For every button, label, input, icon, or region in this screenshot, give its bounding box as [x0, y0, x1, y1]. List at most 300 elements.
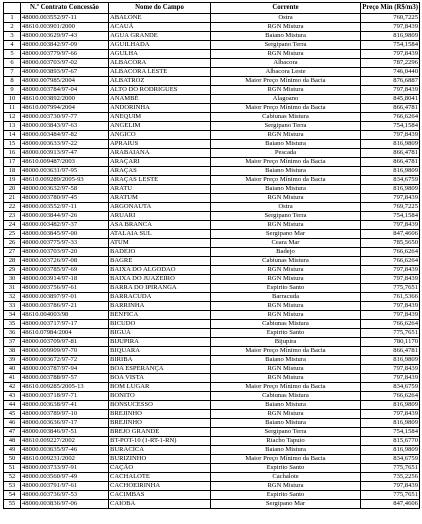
row-number: 31: [4, 284, 21, 293]
min-price: 845,8041: [361, 95, 420, 104]
table-row: [4, 491, 420, 500]
row-number: 16: [4, 149, 21, 158]
table-row: [4, 59, 420, 68]
row-number: 10: [4, 95, 21, 104]
row-number: 55: [4, 500, 21, 509]
contract-number: 48000.003633/97-22: [21, 140, 109, 149]
table-row: [4, 257, 420, 266]
row-number: 25: [4, 230, 21, 239]
field-name: BARRINHA: [109, 302, 211, 311]
min-price: 815,6770: [361, 437, 420, 446]
contract-number: 48000.003786/97-21: [21, 302, 109, 311]
contract-number: 48000.003844/97-26: [21, 212, 109, 221]
row-number: 49: [4, 446, 21, 455]
stream-name: Pescada: [211, 149, 361, 158]
table-row: [4, 140, 420, 149]
table-row: [4, 194, 420, 203]
min-price: 785,5650: [361, 239, 420, 248]
field-name: BURIZINHO: [109, 455, 211, 464]
field-name: CACHOEIRINHA: [109, 482, 211, 491]
contract-number: 48000.003843/97-63: [21, 122, 109, 131]
contract-number: 48000.003733/97-91: [21, 464, 109, 473]
header-stream: Corrente: [211, 3, 361, 14]
row-number: 29: [4, 266, 21, 275]
contract-number: 48610.003901/2000: [21, 23, 109, 32]
field-name: ACAUÃ: [109, 23, 211, 32]
min-price: 816,9809: [361, 32, 420, 41]
stream-name: RGN Mistura: [211, 131, 361, 140]
stream-name: Espirito Santo: [211, 329, 361, 338]
row-number: 51: [4, 464, 21, 473]
contract-number: 48610.009227/2002: [21, 437, 109, 446]
row-number: 22: [4, 203, 21, 212]
row-number: 42: [4, 383, 21, 392]
table-row: [4, 167, 420, 176]
min-price: 816,9809: [361, 167, 420, 176]
contract-number: 48610.07984/2004: [21, 329, 109, 338]
stream-name: Alagoano: [211, 95, 361, 104]
stream-name: Baiano Mistura: [211, 446, 361, 455]
stream-name: RGN Mistura: [211, 410, 361, 419]
row-number: 46: [4, 419, 21, 428]
table-row: [4, 266, 420, 275]
contract-number: 48000.003638/97-41: [21, 401, 109, 410]
field-name: BREJINHO: [109, 419, 211, 428]
field-name: ABALONE: [109, 14, 211, 23]
stream-name: Cabiunas Mistura: [211, 392, 361, 401]
row-number: 54: [4, 491, 21, 500]
min-price: 866,4781: [361, 347, 420, 356]
field-name: BREJINHO: [109, 410, 211, 419]
field-name: ARATUM: [109, 194, 211, 203]
row-number: 35: [4, 320, 21, 329]
row-number: 12: [4, 113, 21, 122]
contract-number: 48610.003892/2000: [21, 95, 109, 104]
min-price: 834,6759: [361, 383, 420, 392]
min-price: 775,7651: [361, 284, 420, 293]
stream-name: Baiano Mistura: [211, 167, 361, 176]
contract-number: 48000.003635/97-46: [21, 446, 109, 455]
contract-number: 48610.004003/98: [21, 311, 109, 320]
stream-name: Maior Preço Mínimo da Bacia: [211, 347, 361, 356]
table-row: [4, 230, 420, 239]
min-price: 797,8439: [361, 374, 420, 383]
field-name: ALTO DO RODRIGUES: [109, 86, 211, 95]
stream-name: Cachalote: [211, 473, 361, 482]
row-number: 11: [4, 104, 21, 113]
stream-name: Albacora Leste: [211, 68, 361, 77]
contract-number: 48000.003842/97-09: [21, 41, 109, 50]
table-row: [4, 419, 420, 428]
row-number: 20: [4, 185, 21, 194]
min-price: 754,1584: [361, 41, 420, 50]
contract-number: 48610.009289/2005-93: [21, 176, 109, 185]
table-row: [4, 14, 420, 23]
table-row: [4, 212, 420, 221]
field-name: AGUILHADA: [109, 41, 211, 50]
contract-number: 48610.009231/2002: [21, 455, 109, 464]
field-name: ASA BRANCA: [109, 221, 211, 230]
table-row: [4, 158, 420, 167]
field-name: ANAMBÉ: [109, 95, 211, 104]
stream-name: Cabiunas Mistura: [211, 113, 361, 122]
min-price: 766,6264: [361, 113, 420, 122]
row-number: 21: [4, 194, 21, 203]
stream-name: Bijupira: [211, 338, 361, 347]
table-row: [4, 86, 420, 95]
min-price: 797,8439: [361, 221, 420, 230]
stream-name: RGN Mistura: [211, 311, 361, 320]
contract-number: 48000.003703/97-02: [21, 59, 109, 68]
table-row: [4, 131, 420, 140]
table-row: [4, 455, 420, 464]
table-row: [4, 176, 420, 185]
header-contract: N.º Contrato Concessão: [21, 3, 109, 14]
stream-name: RGN Mistura: [211, 50, 361, 59]
row-number: 30: [4, 275, 21, 284]
stream-name: RGN Mistura: [211, 302, 361, 311]
row-number: 53: [4, 482, 21, 491]
field-name: BARRACUDA: [109, 293, 211, 302]
contract-number: 48000.003672/97-72: [21, 356, 109, 365]
row-number: 32: [4, 293, 21, 302]
contract-number: 48000.003913/97-47: [21, 149, 109, 158]
contract-number: 48000.003632/97-58: [21, 185, 109, 194]
row-number: 6: [4, 59, 21, 68]
row-number: 24: [4, 221, 21, 230]
stream-name: RGN Mistura: [211, 23, 361, 32]
stream-name: Badejo: [211, 248, 361, 257]
table-header-row: [4, 3, 420, 14]
table-row: [4, 113, 420, 122]
min-price: 797,8439: [361, 275, 420, 284]
contract-number: 48000.003703/97-20: [21, 248, 109, 257]
table-row: [4, 293, 420, 302]
field-name: BAIXA DO JUAZEIRO: [109, 275, 211, 284]
contract-number: 48000.003709/97-81: [21, 338, 109, 347]
stream-name: Baiano Mistura: [211, 356, 361, 365]
contract-number: 48000.003789/97-10: [21, 410, 109, 419]
min-price: 780,1170: [361, 338, 420, 347]
field-name: ARAÇAS: [109, 167, 211, 176]
contract-number: 48610.009487/2003: [21, 158, 109, 167]
row-number: 17: [4, 158, 21, 167]
header-field-name: Nome do Campo: [109, 3, 211, 14]
field-name: BREJO GRANDE: [109, 428, 211, 437]
stream-name: Espirito Santo: [211, 464, 361, 473]
field-name: ARUARI: [109, 212, 211, 221]
table-row: [4, 410, 420, 419]
row-number: 23: [4, 212, 21, 221]
min-price: 816,9809: [361, 446, 420, 455]
min-price: 797,8439: [361, 311, 420, 320]
row-number: 37: [4, 338, 21, 347]
contract-number: 48000.003845/97-00: [21, 230, 109, 239]
stream-name: Ceara Mar: [211, 239, 361, 248]
row-number: 3: [4, 32, 21, 41]
stream-name: Riacho Tapuio: [211, 437, 361, 446]
row-number: 1: [4, 14, 21, 23]
contract-number: 48000.003730/97-77: [21, 113, 109, 122]
field-name: BT-POT-10 (1-RT-1-RN): [109, 437, 211, 446]
stream-name: Barracuda: [211, 293, 361, 302]
field-name: ARAÇARI: [109, 158, 211, 167]
row-number: 43: [4, 392, 21, 401]
contract-number: 48000.003775/97-33: [21, 239, 109, 248]
min-price: 847,4606: [361, 230, 420, 239]
table-row: [4, 482, 420, 491]
stream-name: Maior Preço Mínimo da Bacia: [211, 158, 361, 167]
contract-number: 48000.003788/97-57: [21, 374, 109, 383]
contract-number: 48000.003914/97-18: [21, 275, 109, 284]
header-min-price: Preço Mín (R$/m3): [361, 3, 420, 14]
min-price: 754,1584: [361, 212, 420, 221]
stream-name: Sergipano Mar: [211, 500, 361, 509]
stream-name: Cabiunas Mistura: [211, 320, 361, 329]
stream-name: Sergipano Terra: [211, 41, 361, 50]
contract-number: 48000.009909/97-70: [21, 347, 109, 356]
field-name: ANDORINHA: [109, 104, 211, 113]
row-number: 5: [4, 50, 21, 59]
min-price: 847,4606: [361, 500, 420, 509]
row-number: 45: [4, 410, 21, 419]
contract-number: 48000.003780/97-45: [21, 194, 109, 203]
row-number: 50: [4, 455, 21, 464]
stream-name: Ostra: [211, 203, 361, 212]
field-name: ARAÇAS LESTE: [109, 176, 211, 185]
contract-number: 48000.003560/97-49: [21, 473, 109, 482]
row-number: 41: [4, 374, 21, 383]
contract-number: 48000.003718/97-71: [21, 392, 109, 401]
min-price: 834,6759: [361, 455, 420, 464]
row-number: 4: [4, 41, 21, 50]
contract-number: 48000.003717/97-17: [21, 320, 109, 329]
table-row: [4, 203, 420, 212]
row-number: 8: [4, 77, 21, 86]
stream-name: Maior Preço Mínimo da Bacia: [211, 383, 361, 392]
field-name: CAIOBA: [109, 500, 211, 509]
min-price: 775,7651: [361, 464, 420, 473]
contract-number: 48000.003893/97-67: [21, 68, 109, 77]
field-name: CACHALOTE: [109, 473, 211, 482]
contract-number: 48000.003785/97-69: [21, 266, 109, 275]
stream-name: Maior Preço Mínimo da Bacia: [211, 176, 361, 185]
min-price: 797,8439: [361, 86, 420, 95]
stream-name: RGN Mistura: [211, 86, 361, 95]
min-price: 735,2256: [361, 473, 420, 482]
field-name: BARRA DO IPIRANGA: [109, 284, 211, 293]
min-price: 816,9809: [361, 185, 420, 194]
contract-number: 48000.003631/97-95: [21, 167, 109, 176]
stream-name: RGN Mistura: [211, 275, 361, 284]
row-number: 13: [4, 122, 21, 131]
field-name: ALBACORA: [109, 59, 211, 68]
table-row: [4, 239, 420, 248]
min-price: 760,7225: [361, 14, 420, 23]
field-name: ARGONAUTA: [109, 203, 211, 212]
min-price: 816,9809: [361, 419, 420, 428]
table-row: [4, 221, 420, 230]
field-name: BADEJO: [109, 248, 211, 257]
row-number: 14: [4, 131, 21, 140]
row-number: 47: [4, 428, 21, 437]
row-number: 2: [4, 23, 21, 32]
min-price: 775,7651: [361, 329, 420, 338]
field-name: ARATU: [109, 185, 211, 194]
field-name: BONITO: [109, 392, 211, 401]
table-row: [4, 329, 420, 338]
field-name: BOA VISTA: [109, 374, 211, 383]
field-name: ANGELIM: [109, 122, 211, 131]
field-name: BIGUÁ: [109, 329, 211, 338]
table-row: [4, 473, 420, 482]
contract-number: 48000.003636/97-17: [21, 419, 109, 428]
field-name: APRAIUS: [109, 140, 211, 149]
stream-name: Sergipano Terra: [211, 122, 361, 131]
min-price: 746,0440: [361, 68, 420, 77]
contract-number: 48000.003629/97-43: [21, 32, 109, 41]
table-row: [4, 374, 420, 383]
table-row: [4, 95, 420, 104]
min-price: 769,7225: [361, 203, 420, 212]
contract-number: 48000.003484/97-82: [21, 131, 109, 140]
stream-name: RGN Mistura: [211, 221, 361, 230]
field-name: BOM LUGAR: [109, 383, 211, 392]
field-name: BOA ESPERANÇA: [109, 365, 211, 374]
stream-name: RGN Mistura: [211, 266, 361, 275]
row-number: 36: [4, 329, 21, 338]
min-price: 816,9809: [361, 140, 420, 149]
table-row: [4, 302, 420, 311]
stream-name: RGN Mistura: [211, 482, 361, 491]
table-row: [4, 104, 420, 113]
min-price: 761,5366: [361, 293, 420, 302]
min-price: 797,8439: [361, 365, 420, 374]
min-price: 754,1584: [361, 122, 420, 131]
table-row: [4, 437, 420, 446]
min-price: 866,4781: [361, 149, 420, 158]
contract-number: 48000.003552/97-11: [21, 14, 109, 23]
min-price: 797,8439: [361, 302, 420, 311]
contract-number: 48000.003552/97-11: [21, 203, 109, 212]
min-price: 766,6264: [361, 257, 420, 266]
min-price: 866,4781: [361, 158, 420, 167]
min-price: 797,8439: [361, 131, 420, 140]
field-name: BIRIBA: [109, 356, 211, 365]
field-name: CACIMBAS: [109, 491, 211, 500]
table-row: [4, 383, 420, 392]
stream-name: Maior Preço Mínimo da Bacia: [211, 104, 361, 113]
table-row: [4, 320, 420, 329]
stream-name: Baiano Mistura: [211, 185, 361, 194]
table-row: [4, 392, 420, 401]
table-row: [4, 401, 420, 410]
table-row: [4, 77, 420, 86]
contract-number: 48000.003846/97-51: [21, 428, 109, 437]
stream-name: Baiano Mistura: [211, 140, 361, 149]
row-number: 27: [4, 248, 21, 257]
field-name: ALBATROZ: [109, 77, 211, 86]
row-number: 26: [4, 239, 21, 248]
field-name: ANGICO: [109, 131, 211, 140]
stream-name: Ostra: [211, 14, 361, 23]
stream-name: Maior Preço Mínimo da Bacia: [211, 77, 361, 86]
contract-number: 48000.003791/97-61: [21, 482, 109, 491]
contract-number: 48610.009285/2005-13: [21, 383, 109, 392]
table-row: [4, 149, 420, 158]
min-price: 876,6887: [361, 77, 420, 86]
table-row: [4, 122, 420, 131]
field-name: BURACICA: [109, 446, 211, 455]
stream-name: Maior Preço Mínimo da Bacia: [211, 455, 361, 464]
table-row: [4, 23, 420, 32]
min-price: 754,1584: [361, 428, 420, 437]
table-row: [4, 365, 420, 374]
contract-number: 48000.007985/2004: [21, 77, 109, 86]
stream-name: Baiano Mistura: [211, 32, 361, 41]
field-name: BAGRE: [109, 257, 211, 266]
table-row: [4, 347, 420, 356]
stream-name: Baiano Mistura: [211, 401, 361, 410]
row-number: 18: [4, 167, 21, 176]
price-table-sheet: [3, 2, 419, 509]
field-name: ATALAIA SUL: [109, 230, 211, 239]
contract-number: 48000.003726/97-08: [21, 257, 109, 266]
stream-name: Espirito Santo: [211, 284, 361, 293]
row-number: 39: [4, 356, 21, 365]
stream-name: Sergipano Terra: [211, 428, 361, 437]
table-row: [4, 32, 420, 41]
row-number: 38: [4, 347, 21, 356]
table-row: [4, 464, 420, 473]
table-row: [4, 500, 420, 509]
table-row: [4, 428, 420, 437]
table-row: [4, 338, 420, 347]
min-price: 797,8439: [361, 482, 420, 491]
field-name: AGUA GRANDE: [109, 32, 211, 41]
stream-name: Sergipano Mar: [211, 230, 361, 239]
row-number: 28: [4, 257, 21, 266]
table-row: [4, 446, 420, 455]
row-number: 40: [4, 365, 21, 374]
table-row: [4, 50, 420, 59]
contract-number: 48610.007994/2004: [21, 104, 109, 113]
table-row: [4, 68, 420, 77]
row-number: 44: [4, 401, 21, 410]
min-price: 797,8439: [361, 410, 420, 419]
contract-number: 48000.003779/97-66: [21, 50, 109, 59]
table-row: [4, 356, 420, 365]
contract-number: 48000.003736/97-53: [21, 491, 109, 500]
stream-name: RGN Mistura: [211, 194, 361, 203]
row-number: 7: [4, 68, 21, 77]
table-row: [4, 248, 420, 257]
stream-name: RGN Mistura: [211, 374, 361, 383]
min-price: 834,6759: [361, 176, 420, 185]
table-row: [4, 311, 420, 320]
min-price: 797,8439: [361, 194, 420, 203]
field-name: ALBACORA LESTE: [109, 68, 211, 77]
stream-name: Baiano Mistura: [211, 419, 361, 428]
contract-number: 48000.003784/97-04: [21, 86, 109, 95]
stream-name: Cabiunas Mistura: [211, 257, 361, 266]
row-number: 33: [4, 302, 21, 311]
table-row: [4, 284, 420, 293]
field-name: ARABAIANA: [109, 149, 211, 158]
min-price: 766,6264: [361, 248, 420, 257]
row-number: 9: [4, 86, 21, 95]
field-name: BICUDO: [109, 320, 211, 329]
